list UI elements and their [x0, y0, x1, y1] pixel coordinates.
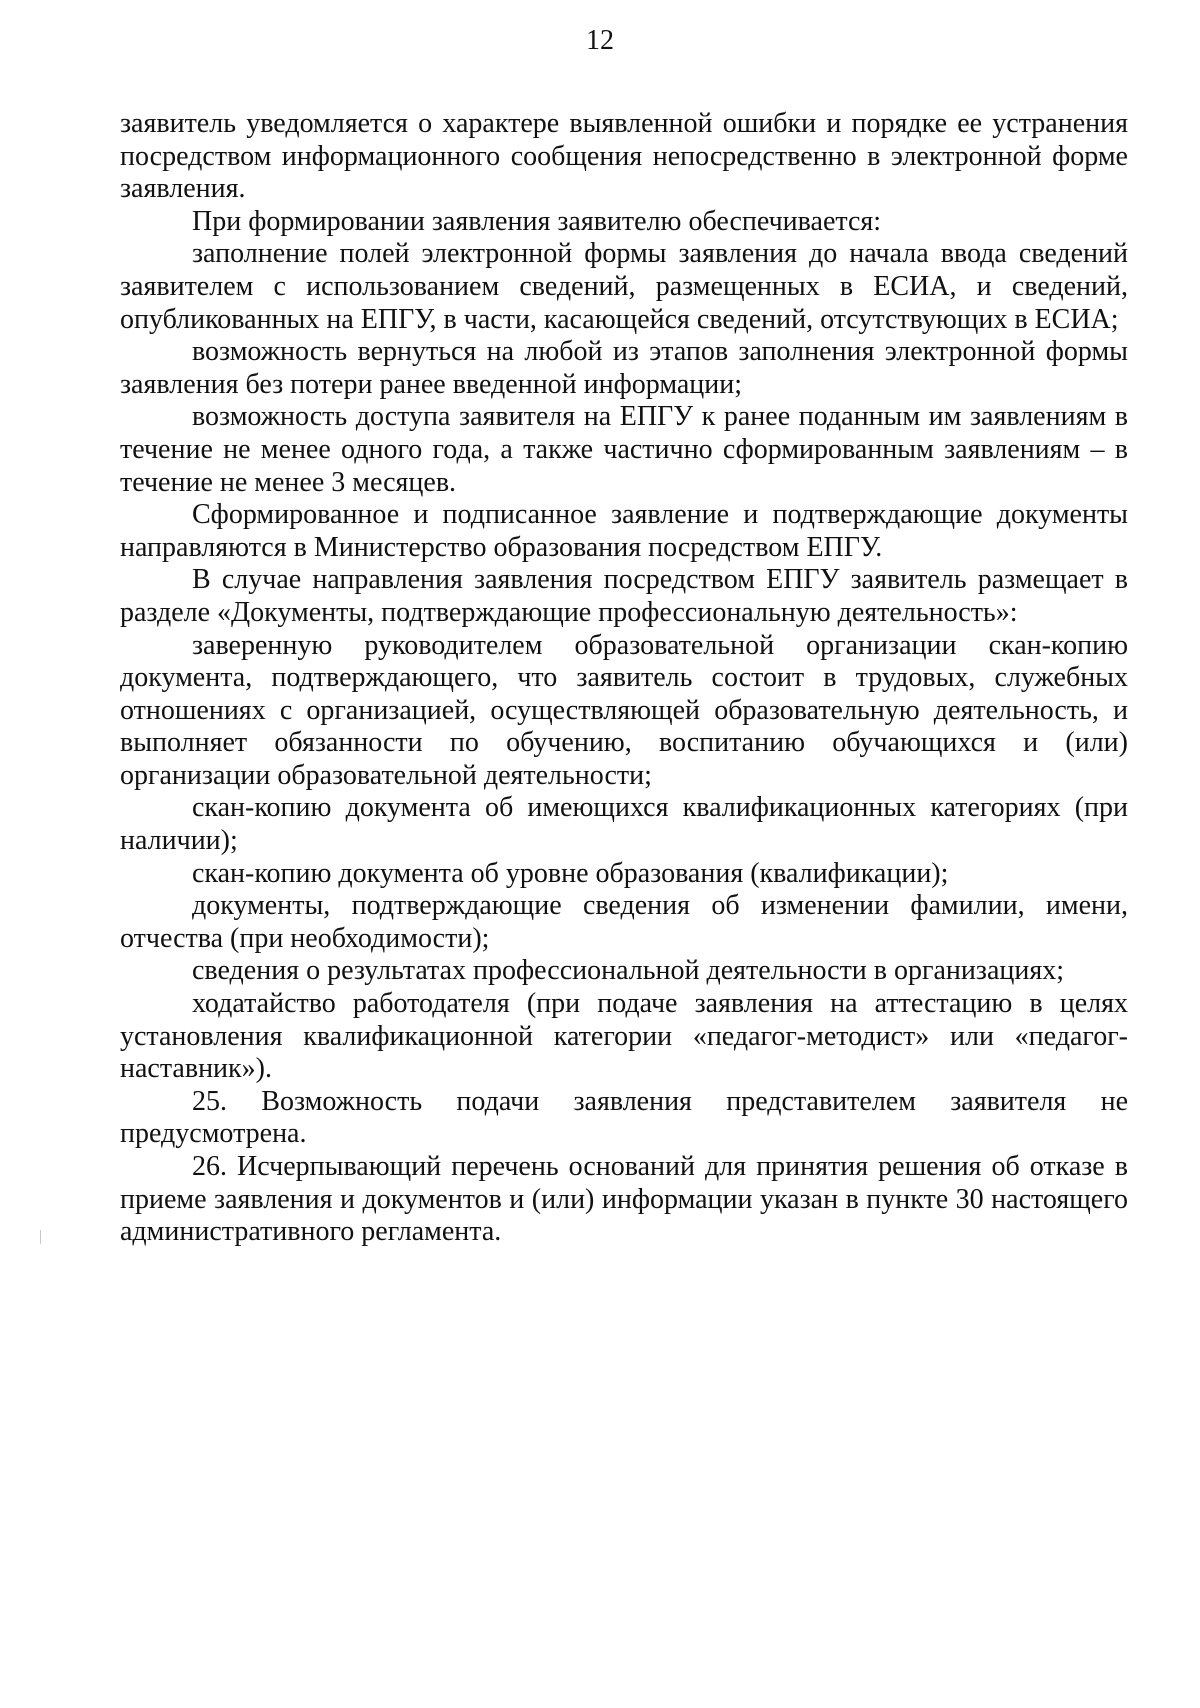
paragraph-name-change-documents: документы, подтверждающие сведения об изменении фамилии, имени, отчества (при необходимости);	[120, 890, 1128, 954]
paragraph-submission-to-ministry: Сформированное и подписанное заявление и подтверждающие документы направляются в Министерство образования посредством ЕПГУ.	[120, 499, 1128, 563]
page-number: 12	[586, 25, 614, 56]
paragraph-return-to-step: возможность вернуться на любой из этапов заполнения электронной формы заявления без потери ранее введенной информации;	[120, 336, 1128, 400]
paragraph-form-provisions-intro: При формировании заявления заявителю обеспечивается:	[192, 205, 882, 237]
paragraph-error-notice: заявитель уведомляется о характере выявленной ошибки и порядке ее устранения посредством информационного сообщения непосредственно в электронной форме заявления.	[120, 108, 1128, 205]
paragraph-documents-section-intro: В случае направления заявления посредством ЕПГУ заявитель размещает в разделе «Документы, подтверждающие профессиональную деятельность»:	[120, 564, 1128, 628]
paragraph-item-25: 25. Возможность подачи заявления представителем заявителя не предусмотрена.	[120, 1085, 1128, 1150]
paragraph-employer-petition: ходатайство работодателя (при подаче заявления на аттестацию в целях установления квалификационной категории «педагог-методист» или «педагог-наставник»).	[120, 988, 1128, 1085]
scan-edge-mark	[40, 1230, 41, 1244]
paragraph-access-previous-applications: возможность доступа заявителя на ЕПГУ к ранее поданным им заявлениям в течение не менее одного года, а также частично сформированным заявлениям – в течение не менее 3 месяцев.	[120, 401, 1128, 498]
paragraph-qualification-categories-scan: скан-копию документа об имеющихся квалификационных категориях (при наличии);	[120, 792, 1128, 857]
paragraph-education-level-scan: скан-копию документа об уровне образования (квалификации);	[192, 857, 949, 889]
paragraph-item-26: 26. Исчерпывающий перечень оснований для принятия решения об отказе в приеме заявления и документов и (или) информации указан в пункте 30 настоящего административного регламента.	[120, 1151, 1128, 1248]
paragraph-employment-scan-copy: заверенную руководителем образовательной организации скан-копию документа, подтверждающего, что заявитель состоит в трудовых, служебных отношениях с организацией, осуществляющей образовательную деятельность, и выполняет обязанности по обучению, воспитанию обучающихся и (или) организации образовательной деятельности;	[120, 629, 1128, 791]
paragraph-professional-results: сведения о результатах профессиональной деятельности в организациях;	[192, 955, 1065, 987]
paragraph-autofill-fields: заполнение полей электронной формы заявления до начала ввода сведений заявителем с использованием сведений, размещенных в ЕСИА, и сведений, опубликованных на ЕПГУ, в части, касающейся сведений, отсутствующих в ЕСИА;	[120, 238, 1128, 335]
document-body	[120, 108, 1128, 1249]
